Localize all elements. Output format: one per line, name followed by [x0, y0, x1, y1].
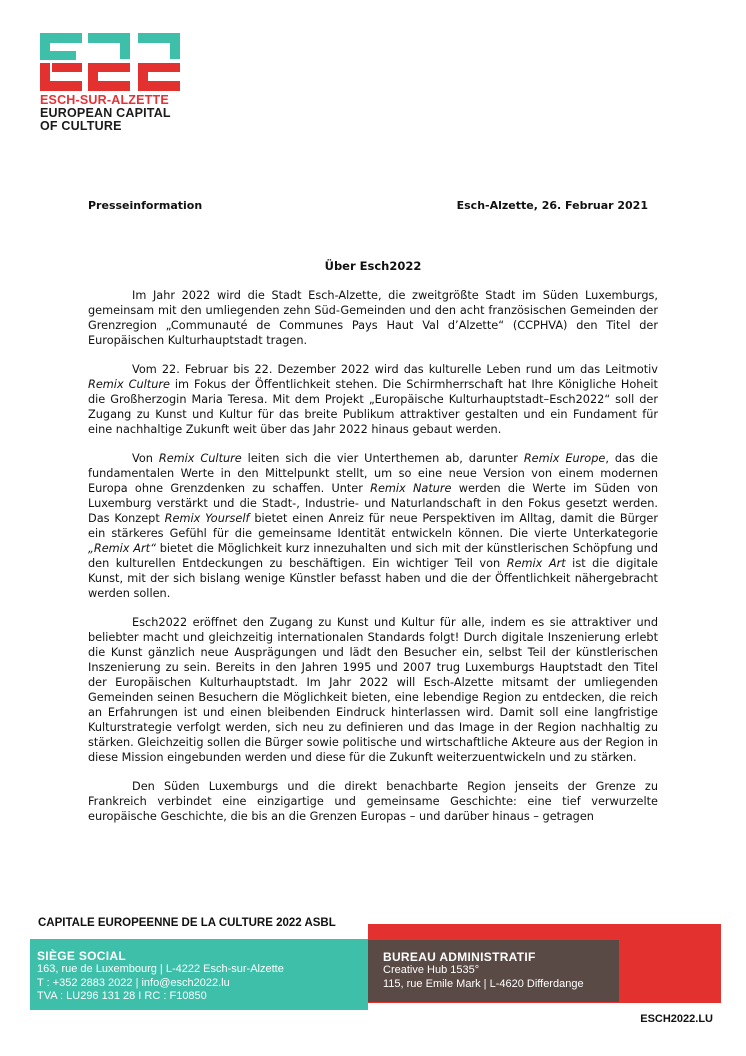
footer-siege-box [30, 939, 368, 1010]
paragraph-text: Im Jahr 2022 wird die Stadt Esch-Alzette, die zweitgrößte Stadt im Süden Luxemburgs, gemeinsam mit den umliegenden zehn Süd-Gemeinden und den acht französischen Gemeinden der Grenzregion „Communauté de Communes Pays Haut Val d’Alzette“ (CCPHVA) den Titel der Europäischen Kulturhauptstadt tragen. [88, 289, 658, 347]
body-paragraph [88, 288, 658, 348]
bureau-heading: BUREAU ADMINISTRATIF [383, 950, 536, 964]
emphasis-text: Remix Culture [88, 378, 170, 391]
paragraph-text: bietet einen Anreiz für neue Perspektiven im Alltag, damit die Bürger ein stärkeres Gefühl für die gemeinsame Identität entwickeln können. Die vierte Unterkategorie [88, 512, 658, 540]
paragraph-text: Von [132, 452, 159, 465]
bureau-line-2: 115, rue Emile Mark | L-4620 Differdange [383, 977, 584, 990]
footer-org-name: CAPITALE EUROPEENNE DE LA CULTURE 2022 ASBL [38, 917, 336, 929]
emphasis-text: Remix Art [506, 557, 566, 570]
bureau-line-1: Creative Hub 1535° [383, 964, 480, 976]
siege-contact: T : +352 2883 2022 | info@esch2022.lu [37, 976, 230, 989]
brand-wordmark [40, 94, 171, 133]
paragraph-text: Den Süden Luxemburgs und die direkt benachbarte Region jenseits der Grenze zu Frankreich verbindet eine einzigartige und gemeinsame Geschichte: eine tief verwurzelte europäische Geschichte, die bis an die Grenzen Europas – und darüber hinaus – getragen [88, 780, 658, 823]
paragraph-text: , das die fundamentalen Werte in den Mittelpunkt stellt, um so eine neue Version von einem modernen Europa ohne Grenzdenken zu schaffen. Unter [88, 452, 659, 495]
emphasis-text: Remix Nature [370, 482, 452, 495]
footer-bureau-box [368, 940, 619, 1002]
document-date: Esch-Alzette, 26. Februar 2021 [456, 199, 648, 212]
brand-line-capital: EUROPEAN CAPITAL [40, 106, 171, 120]
body-paragraph [88, 451, 658, 601]
emphasis-text: Remix Culture [158, 452, 242, 465]
website-link[interactable]: ESCH2022.LU [640, 1013, 713, 1025]
page-title: Über Esch2022 [324, 259, 422, 273]
body-paragraph [88, 615, 658, 765]
emphasis-text: Remix Yourself [164, 512, 250, 525]
body-paragraph [88, 362, 658, 437]
paragraph-text: werden die Werte im Süden von Luxemburg verstärkt und die Stadt-, Industrie- und Naturlandschaft in den Fokus gesetzt werden. Das Konzept [88, 482, 658, 525]
emphasis-text: Remix Europe [523, 452, 606, 465]
paragraph-text: Vom 22. Februar bis 22. Dezember 2022 wird das kulturelle Leben rund um das Leitmotiv [132, 363, 658, 376]
paragraph-text: ist die digitale Kunst, mit der sich bislang wenige Künstler befasst haben und die der Öffentlichkeit nähergebracht werden sollen. [88, 557, 658, 600]
document-type: Presseinformation [88, 199, 203, 212]
body-paragraph [88, 779, 658, 824]
paragraph-text: leiten sich die vier Unterthemen ab, darunter [241, 452, 524, 465]
body-text [88, 288, 658, 838]
paragraph-text: im Fokus der Öffentlichkeit stehen. Die Schirmherrschaft hat Ihre Königliche Hoheit die Großherzogin Maria Teresa. Mit dem Projekt „Europäische Kulturhauptstadt–Esch2022“ soll der Zugang zu Kunst und Kultur für das breite Publikum attraktiver gestalten und ein Fundament für eine nachhaltige Zukunft weit über das Jahr 2022 hinaus gebaut werden. [88, 378, 658, 436]
esch2022-logo-icon [40, 33, 180, 91]
siege-tva: TVA : LU296 131 28 I RC : F10850 [37, 990, 207, 1002]
paragraph-text: bietet die Möglichkeit kurz innezuhalten und sich mit der künstlerischen Schöpfung und den kulturellen Entdeckungen zu beschäftigen. Ein wichtiger Teil von [88, 542, 658, 570]
brand-line-city: ESCH-SUR-ALZETTE [40, 93, 169, 107]
emphasis-text: „Remix Art“ [88, 542, 156, 555]
siege-heading: SIÈGE SOCIAL [37, 949, 126, 963]
brand-line-culture: OF CULTURE [40, 119, 122, 133]
siege-address: 163, rue de Luxembourg | L-4222 Esch-sur-Alzette [37, 963, 284, 975]
paragraph-text: Esch2022 eröffnet den Zugang zu Kunst und Kultur für alle, indem es sie attraktiver und beliebter macht und gleichzeitig internationalen Standards folgt! Durch digitale Inszenierung erlebt die Kunst gänzlich neue Ausprägungen und lädt den Besucher ein, selbst Teil der künstlerischen Inszenierung zu sein. Bereits in den Jahren 1995 und 2007 trug Luxemburgs Hauptstadt den Titel der Europäischen Kulturhauptstadt. Im Jahr 2022 will Esch-Alzette mitsamt der umliegenden Gemeinden seinen Besuchern die Möglichkeit bieten, eine lebendige Region zu entdecken, die reich an Erfahrungen ist und einen bleibenden Eindruck hinterlassen wird. Damit soll eine langfristige Kulturstrategie verfolgt werden, sich neu zu definieren und das Image in der Region nachhaltig zu stärken. Gleichzeitig sollen die Bürger sowie politische und wirtschaftliche Akteure aus der Region in diese Mission eingebunden werden und diese für die Zukunft weiterzuentwickeln und zu stärken. [88, 616, 658, 764]
